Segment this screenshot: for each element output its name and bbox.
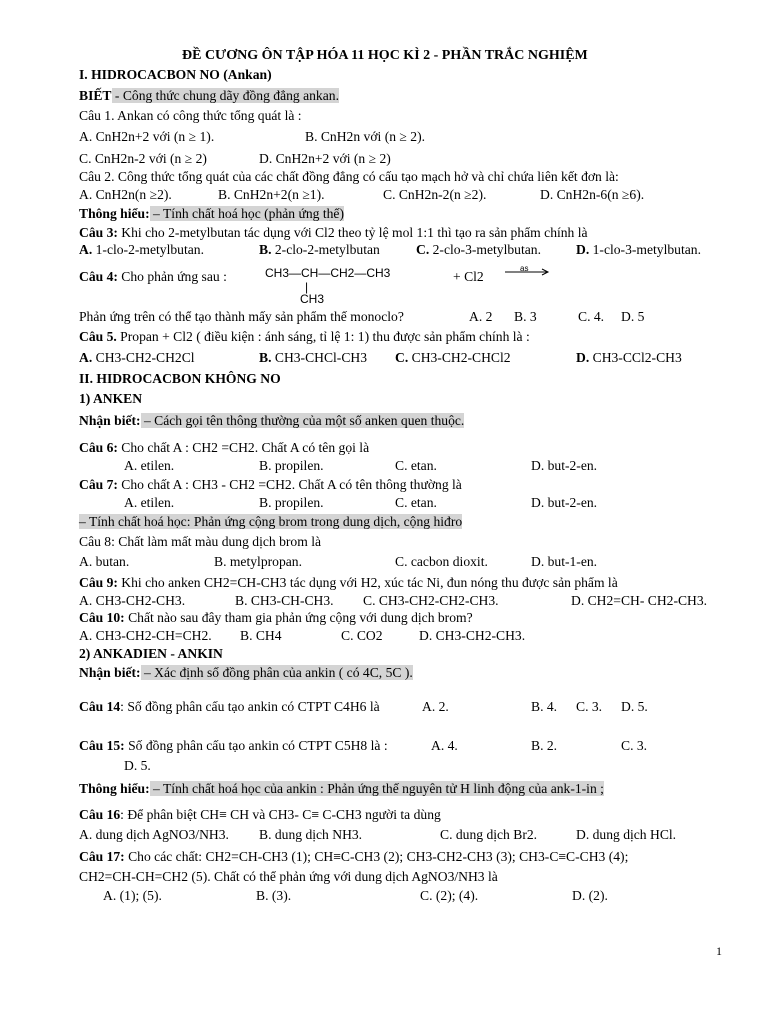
option-4c: C. 4. [578,309,605,324]
subsection-anken: 1) ANKEN [79,391,143,406]
option-14a: A. 2. [422,699,449,714]
option-16d: D. dung dịch HCl. [576,827,677,842]
option-7c: C. etan. [395,495,437,510]
option-5a: A. CH3-CH2-CH2Cl [79,350,195,365]
option-7d: D. but-2-en. [531,495,598,510]
option-14c: C. 3. [576,699,603,714]
option-2b: B. CnH2n+2(n ≥1). [218,187,325,202]
question-text: Propan + Cl2 ( điều kiện : ánh sáng, tỉ lệ 1: 1) thu được sản phẩm chính là : [116,329,530,344]
option-7a: A. etilen. [124,495,175,510]
question-text: Cho các chất: CH2=CH-CH3 (1); CH≡C-CH3 (2); CH3-CH2-CH3 (3); CH3-C≡C-CH3 (4); [124,849,629,864]
option-6a: A. etilen. [124,458,175,473]
question-5 [79,329,530,345]
question-label: Câu 3: [79,225,118,240]
level-topic: – Tính chất hoá học: Phản ứng cộng brom trong dung dịch, cộng hiđro [79,514,463,529]
question-label: Câu 5. [79,329,117,344]
option-10c: C. CO2 [341,628,383,643]
level-heading-nhan-biet-1 [79,413,464,429]
level-heading-thong-hieu-1 [79,206,344,222]
option-7b: B. propilen. [259,495,324,510]
option-16a: A. dung dịch AgNO3/NH3. [79,827,229,842]
topic-heading-anken-reactions [79,514,462,530]
question-17 [79,849,628,865]
page-title: ĐỀ CƯƠNG ÔN TẬP HÓA 11 HỌC KÌ 2 - PHẦN TRẮC NGHIỆM [182,48,588,63]
option-17b: B. (3). [256,888,292,903]
level-topic: – Tính chất hoá học của ankin : Phản ứng thế nguyên tử H linh động của ank-1-in ; [149,781,604,796]
option-text: CH3-CH2-CHCl2 [411,350,511,365]
option-10b: B. CH4 [240,628,282,643]
option-5b: B. CH3-CHCl-CH3 [259,350,368,365]
question-text: : Để phân biệt CH≡ CH và CH3- C≡ C-CH3 người ta dùng [120,807,441,822]
level-heading-biet [79,88,339,104]
question-14 [79,699,380,715]
structural-formula-branch: CH3 [300,292,325,306]
option-8b: B. metylpropan. [214,554,302,569]
option-text: 2-clo-3-metylbutan. [432,242,541,257]
question-text: Chất nào sau đây tham gia phản ứng cộng với dung dịch brom? [124,610,473,625]
option-15a: A. 4. [431,738,458,753]
level-heading-nhan-biet-2 [79,665,413,681]
option-text: 2-clo-2-metylbutan [274,242,380,257]
question-text: Khi cho 2-metylbutan tác dụng với Cl2 theo tỷ lệ mol 1:1 thì tạo ra sản phẩm chính là [117,225,588,240]
option-9a: A. CH3-CH2-CH3. [79,593,186,608]
question-text: Cho chất A : CH2 =CH2. Chất A có tên gọi là [117,440,370,455]
option-2a: A. CnH2n(n ≥2). [79,187,172,202]
option-17c: C. (2); (4). [420,888,479,903]
option-16c: C. dung dịch Br2. [440,827,538,842]
question-8: Câu 8: Chất làm mất màu dung dịch brom là [79,534,321,549]
option-3d: D. 1-clo-3-metylbutan. [576,242,701,257]
question-2: Câu 2. Công thức tổng quát của các chất đồng đẳng có cấu tạo mạch hở và chỉ chứa liên kết đơn là: [79,169,619,184]
option-5c: C. CH3-CH2-CHCl2 [395,350,511,365]
question-text: Khi cho anken CH2=CH-CH3 tác dụng với H2, xúc tác Ni, đun nóng thu được sản phẩm là [117,575,618,590]
question-label: Câu 16 [79,807,121,822]
question-4 [79,269,227,285]
level-label: BIẾT [79,88,112,103]
reaction-arrow-icon [505,268,551,276]
question-label: Câu 4: [79,269,118,284]
question-10 [79,610,473,626]
option-10d: D. CH3-CH2-CH3. [419,628,526,643]
option-6c: C. etan. [395,458,437,473]
subsection-ankadien-ankin: 2) ANKADIEN - ANKIN [79,646,223,661]
option-17a: A. (1); (5). [103,888,162,903]
option-4a: A. 2 [469,309,493,324]
option-17d: D. (2). [572,888,608,903]
level-label: Nhận biết: [79,665,141,680]
question-3 [79,225,588,241]
question-label: Câu 7: [79,477,118,492]
option-3c: C. 2-clo-3-metylbutan. [416,242,541,257]
level-label: Thông hiểu: [79,206,150,221]
question-6 [79,440,369,456]
option-16b: B. dung dịch NH3. [259,827,363,842]
level-topic: – Xác định số đồng phân của ankin ( có 4C, 5C ). [140,665,413,680]
question-17-cont: CH2=CH-CH=CH2 (5). Chất có thể phản ứng với dung dịch AgNO3/NH3 là [79,869,498,884]
option-text: CH3-CCl2-CH3 [592,350,682,365]
option-1d: D. CnH2n+2 với (n ≥ 2) [259,151,391,166]
question-label: Câu 14 [79,699,121,714]
option-3a: A. 1-clo-2-metylbutan. [79,242,204,257]
reagent-cl2: + Cl2 [453,269,484,284]
question-label: Câu 10: [79,610,125,625]
option-3b: B. 2-clo-2-metylbutan [259,242,380,257]
level-topic: – Cách gọi tên thông thường của một số anken quen thuộc. [140,413,465,428]
option-15c: C. 3. [621,738,648,753]
question-label: Câu 15: [79,738,125,753]
reaction-condition: as [520,264,529,273]
option-text: CH3-CHCl-CH3 [274,350,368,365]
question-4-prompt: Phản ứng trên có thể tạo thành mấy sản phẩm thế monoclo? [79,309,404,324]
option-9b: B. CH3-CH-CH3. [235,593,334,608]
option-text: 1-clo-3-metylbutan. [592,242,701,257]
structural-formula-bond: | [305,280,309,294]
question-16 [79,807,441,823]
option-6b: B. propilen. [259,458,324,473]
section-heading-1: I. HIDROCACBON NO (Ankan) [79,67,272,82]
structural-formula-main-chain: CH3—CH—CH2—CH3 [265,266,391,280]
section-heading-2: II. HIDROCACBON KHÔNG NO [79,371,281,386]
level-label: Nhận biết: [79,413,141,428]
question-text: Cho phản ứng sau : [117,269,227,284]
question-label: Câu 6: [79,440,118,455]
page-number: 1 [716,944,722,958]
option-5d: D. CH3-CCl2-CH3 [576,350,682,365]
option-1b: B. CnH2n với (n ≥ 2). [305,129,426,144]
option-text: CH3-CH2-CH2Cl [95,350,195,365]
option-8a: A. butan. [79,554,130,569]
question-15 [79,738,388,754]
option-1a: A. CnH2n+2 với (n ≥ 1). [79,129,215,144]
level-label: Thông hiểu: [79,781,150,796]
level-heading-thong-hieu-2 [79,781,604,797]
level-topic: - Công thức chung dãy đồng đẳng ankan. [111,88,339,103]
option-text: 1-clo-2-metylbutan. [95,242,204,257]
option-10a: A. CH3-CH2-CH=CH2. [79,628,212,643]
option-8c: C. cacbon dioxit. [395,554,488,569]
option-4d: D. 5 [621,309,645,324]
question-label: Câu 9: [79,575,118,590]
question-text: Cho chất A : CH3 - CH2 =CH2. Chất A có tên thông thường là [117,477,462,492]
option-15d: D. 5. [124,758,151,773]
question-text: Số đồng phân cấu tạo ankin có CTPT C5H8 là : [124,738,388,753]
level-topic: – Tính chất hoá học (phản ứng thế) [149,206,344,221]
question-text: : Số đồng phân cấu tạo ankin có CTPT C4H6 là [120,699,380,714]
option-2d: D. CnH2n-6(n ≥6). [540,187,645,202]
option-1c: C. CnH2n-2 với (n ≥ 2) [79,151,207,166]
option-4b: B. 3 [514,309,537,324]
option-6d: D. but-2-en. [531,458,598,473]
question-7 [79,477,462,493]
question-label: Câu 17: [79,849,125,864]
option-9d: D. CH2=CH- CH2-CH3. [571,593,708,608]
option-15b: B. 2. [531,738,558,753]
question-9 [79,575,618,591]
option-14d: D. 5. [621,699,648,714]
option-9c: C. CH3-CH2-CH2-CH3. [363,593,499,608]
option-14b: B. 4. [531,699,558,714]
option-2c: C. CnH2n-2(n ≥2). [383,187,487,202]
question-1: Câu 1. Ankan có công thức tổng quát là : [79,108,302,123]
option-8d: D. but-1-en. [531,554,598,569]
